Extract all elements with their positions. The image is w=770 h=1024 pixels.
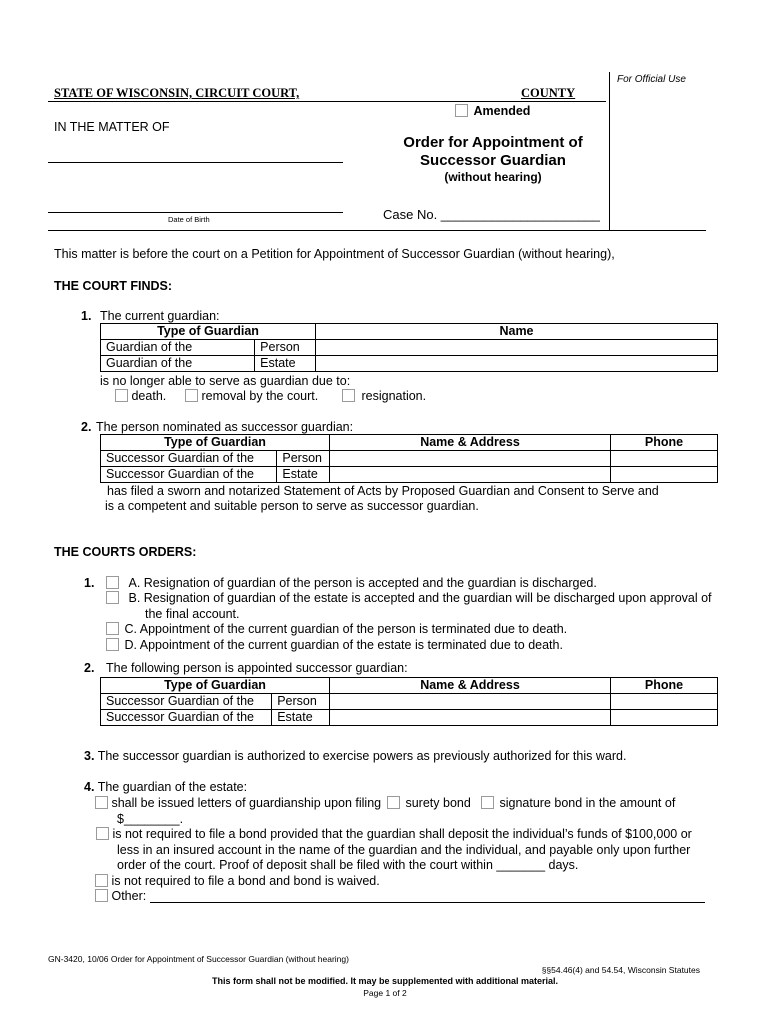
nominated-guardian-table [100,434,718,483]
bond-option-deposit[interactable] [96,827,692,841]
surety-checkbox[interactable] [387,796,400,809]
orders-item2-label: The following person is appointed successor guardian: [106,661,408,675]
finds-item2-num: 2. [81,420,92,434]
col-type-header: Type of Guardian [101,324,316,340]
other-checkbox[interactable] [95,889,108,902]
row-type: Guardian of the [101,356,255,372]
form-title-1: Order for Appointment of [403,134,583,151]
bond-option-letters[interactable] [95,796,381,810]
table-header-row [101,435,718,451]
order-c-label: C. Appointment of the current guardian of the person is terminated due to death. [124,622,568,636]
appointed-person-phone[interactable] [611,694,718,710]
col-name-header: Name & Address [330,435,611,451]
order-option-d[interactable] [106,638,563,652]
other-label: Other: [111,889,147,903]
appointed-estate-name[interactable] [330,710,611,726]
statutes: §§54.46(4) and 54.54, Wisconsin Statutes [541,965,700,975]
orders-item1-num: 1. [84,576,95,590]
amended-option[interactable] [455,104,530,118]
finds-item1-num: 1. [81,309,92,323]
orders-item3-text: The successor guardian is authorized to exercise powers as previously authorized for this ward. [97,749,627,763]
table-header-row [101,678,718,694]
finds-item2-line2: is a competent and suitable person to serve as successor guardian. [105,499,479,513]
row-kind: Estate [277,467,330,483]
removal-label: removal by the court. [201,389,319,403]
order-b-continuation: the final account. [145,607,240,621]
order-d-checkbox[interactable] [106,638,119,651]
death-checkbox[interactable] [115,389,128,402]
current-guardian-person-name[interactable] [316,340,718,356]
row-kind: Estate [272,710,330,726]
row-type: Successor Guardian of the [101,467,277,483]
form-title-2: Successor Guardian [420,152,566,169]
other-line[interactable] [150,902,705,903]
death-label: death. [131,389,167,403]
order-d-label: D. Appointment of the current guardian of the estate is terminated due to death. [124,638,563,652]
table-row [101,694,718,710]
court-orders-heading: THE COURTS ORDERS: [54,545,197,559]
row-type: Successor Guardian of the [101,710,272,726]
col-type-header: Type of Guardian [101,678,330,694]
bond-option-other[interactable] [95,889,146,903]
option-removal[interactable] [185,389,318,403]
court-heading: STATE OF WISCONSIN, CIRCUIT COURT, [54,86,300,100]
signature-checkbox[interactable] [481,796,494,809]
waived-label: is not required to file a bond and bond is waived. [111,874,380,888]
letters-checkbox[interactable] [95,796,108,809]
order-option-c[interactable] [106,622,567,636]
matter-name-line[interactable] [48,162,343,163]
orders-item2-num: 2. [84,661,95,675]
row-kind: Estate [255,356,316,372]
table-header-row [101,324,718,340]
order-b-label: B. Resignation of guardian of the estate is accepted and the guardian will be discharged upon approval of [128,591,712,605]
header-bottom-rule [48,230,706,231]
court-finds-heading: THE COURT FINDS: [54,279,173,293]
row-kind: Person [255,340,316,356]
table-row [101,356,718,372]
case-number[interactable]: Case No. ______________________ [383,207,600,222]
col-phone-header: Phone [611,678,718,694]
col-name-header: Name & Address [330,678,611,694]
order-c-checkbox[interactable] [106,622,119,635]
col-name-header: Name [316,324,718,340]
option-death[interactable] [115,389,166,403]
deposit-checkbox[interactable] [96,827,109,840]
deposit-label: is not required to file a bond provided that the guardian shall deposit the individual’s funds of $100,000 or [112,827,692,841]
current-guardian-estate-name[interactable] [316,356,718,372]
appointed-guardian-table [100,677,718,726]
official-use-label: For Official Use [617,74,686,85]
table-row [101,451,718,467]
resignation-label: resignation. [361,389,427,403]
dob-line[interactable] [48,212,343,213]
amended-checkbox[interactable] [455,104,468,117]
table-row [101,467,718,483]
nominated-estate-phone[interactable] [611,467,718,483]
dob-label: Date of Birth [168,215,210,224]
bond-option-waived[interactable] [95,874,380,888]
finds-reason: is no longer able to serve as guardian due to: [100,374,351,388]
signature-label: signature bond in the amount of [499,796,676,810]
finds-item2-line1: has filed a sworn and notarized Statement of Acts by Proposed Guardian and Consent to Serve and [107,484,659,498]
waived-checkbox[interactable] [95,874,108,887]
orders-item3 [84,749,626,763]
surety-label: surety bond [405,796,471,810]
row-kind: Person [272,694,330,710]
bond-amount[interactable]: $________. [117,812,184,826]
orders-item4-num: 4. [84,780,95,794]
official-use-box [609,72,707,230]
county-label: COUNTY [521,86,576,100]
resignation-checkbox[interactable] [342,389,355,402]
row-type: Successor Guardian of the [101,694,272,710]
appointed-person-name[interactable] [330,694,611,710]
order-a-label: A. Resignation of guardian of the person is accepted and the guardian is discharged. [128,576,597,590]
page-number: Page 1 of 2 [363,988,407,998]
bond-option-signature[interactable] [481,796,675,810]
finds-item2-label: The person nominated as successor guardian: [96,420,354,434]
table-row [101,710,718,726]
nominated-person-phone[interactable] [611,451,718,467]
row-type: Successor Guardian of the [101,451,277,467]
col-phone-header: Phone [611,435,718,451]
order-option-a[interactable] [106,576,597,590]
bond-option-surety[interactable] [387,796,471,810]
table-row [101,340,718,356]
removal-checkbox[interactable] [185,389,198,402]
row-kind: Person [277,451,330,467]
order-option-b[interactable] [106,591,712,605]
form-id: GN-3420, 10/06 Order for Appointment of Successor Guardian (without hearing) [48,954,349,964]
row-type: Guardian of the [101,340,255,356]
nominated-estate-name[interactable] [330,467,611,483]
orders-item4 [84,780,247,794]
order-b-checkbox[interactable] [106,591,119,604]
header-rule [48,101,606,102]
amended-label: Amended [473,104,531,118]
col-type-header: Type of Guardian [101,435,330,451]
letters-label: shall be issued letters of guardianship upon filing [111,796,382,810]
option-resignation[interactable] [342,389,426,403]
form-title-3: (without hearing) [444,170,542,184]
orders-item3-num: 3. [84,749,95,763]
nominated-person-name[interactable] [330,451,611,467]
current-guardian-table [100,323,718,372]
appointed-estate-phone[interactable] [611,710,718,726]
deposit-line3: order of the court. Proof of deposit shall be filed with the court within _______ days. [117,858,579,872]
intro-text: This matter is before the court on a Petition for Appointment of Successor Guardian (without hearing), [54,247,615,261]
deposit-line2: less in an insured account in the name of the guardian and the individual, and payable only upon further [117,843,691,857]
orders-item4-label: The guardian of the estate: [97,780,248,794]
order-a-checkbox[interactable] [106,576,119,589]
form-notice: This form shall not be modified. It may be supplemented with additional material. [211,976,559,986]
finds-item1-label: The current guardian: [100,309,220,323]
matter-label: IN THE MATTER OF [54,120,170,134]
